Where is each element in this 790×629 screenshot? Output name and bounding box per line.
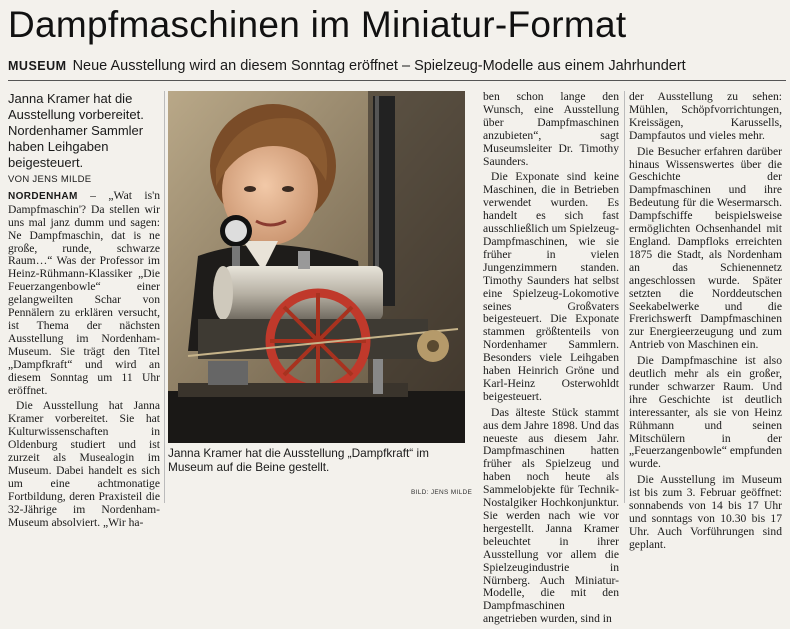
paragraph [8, 190, 160, 398]
article-column-3 [483, 91, 619, 629]
photo-caption: Janna Kramer hat die Ausstellung „Dampfkraft“ im Museum auf die Beine gestellt. [168, 446, 429, 474]
photo-illustration [168, 91, 465, 443]
column-divider [624, 91, 625, 503]
headline: Dampfmaschinen im Miniatur-Format [8, 4, 627, 45]
column-divider [164, 91, 165, 503]
paragraph: Die Dampfmaschine ist also deutlich mehr als ein großer, runder schwarzer Raum. Und ihre Geschichte ist deutlich interessanter, als sie von Heinz Rühmann und seinen Mitschülern in der „Feuerzangenbowle“ empfunden wurde. [629, 354, 782, 471]
paragraph: Das älteste Stück stammt aus dem Jahre 1898. Und das neueste aus diesem Jahr. Dampfmaschinen hatten früher als Spielzeug und haben noch heute als Sammelobjekte für Technik-Nostalgiker Hochkonjunktur. Sie werden nach wie vor hergestellt. Janna Kramer beleuchtet in ihrer Ausstellung vor allem die Spielzeugindustrie in Nürnberg. Auch Miniatur-Modelle, die mit den Dampfmaschinen angetrieben wurden, sind in [483, 405, 619, 626]
article-column-4 [629, 91, 782, 555]
paragraph: ben schon lange den Wunsch, eine Ausstellung über Dampfmaschinen anzubieten“, sagt Museumsleiter Dr. Timothy Saunders. [483, 90, 619, 168]
paragraph: Die Ausstellung im Museum ist bis zum 3. Februar geöffnet: sonnabends von 14 bis 17 Uhr und sonntags von 10.30 bis 17 Uhr. Auch Vorführungen sind geplant. [629, 473, 782, 551]
paragraph: Die Besucher erfahren darüber hinaus Wissenswertes über die Geschichte der Dampfmaschinen und ihre Bedeutung für die Wesermarsch. Dampfschiffe beispielsweise ermöglichten Ochsenhandel mit England. Dampfloks erreichten 1875 die Stadt, als Nordenham an das Schienennetz angeschlossen wurde. Später setzten die Norddeutschen Seekabelwerke und die Frerichswerft Dampfmaschinen zur Energieerzeugung und zum Antrieb von Maschinen ein. [629, 144, 782, 352]
byline: VON JENS MILDE [8, 174, 92, 185]
section-kicker: MUSEUM [8, 59, 67, 73]
paragraph: Die Exponate sind keine Maschinen, die in Betrieben verwendet wurden. Es handelt es sich fast ausschließlich um Spielzeug-Dampfmaschinen, wie sie früher in vielen Jungenzimmern standen. Timothy Saunders hat selbst eine Spielzeug-Lokomotive seines Großvaters beigesteuert. Die Exponate stammen größtenteils von Nordenhamer Sammlern. Besonders viele Leihgaben haben Heinrich Gröne und Karl-Heinz Osterwohldt beigesteuert. [483, 170, 619, 403]
subheadline: Neue Ausstellung wird an diesem Sonntag eröffnet – Spielzeug-Modelle aus einem Jahrhundert [72, 58, 686, 74]
article-column-1 [8, 91, 160, 532]
paragraph: Die Ausstellung hat Janna Kramer vorbereitet. Sie hat Kulturwissenschaften in Oldenburg studiert und ist zurzeit als Musealogin im Museum. Dabei handelt es sich um eine achtmonatige Fortbildung, deren Praxisteil die 32-Jährige im Nordenham-Museum absolviert. „Wir ha- [8, 399, 160, 529]
photo-credit: BILD: JENS MILDE [411, 489, 473, 496]
paragraph-text: – „Wat is'n Dampfmaschin'? Da stellen wir uns mal janz dumm und sagen: Ne Dampfmaschin, dat is ne große, runde, schwarze Raum…“ Was der Professor im Heinz-Rühmann-Klassiker „Die Feuerzangenbowle“ einer gelangweilten Schar von Pennälern zu erklären versucht, ist Thema der nächsten Ausstellung im Nordenham-Museum. Sie trägt den Titel „Dampfkraft“ und wird an diesem Sonntag um 11 Uhr eröffnet. [8, 188, 160, 397]
dateline: NORDENHAM [8, 190, 78, 202]
paragraph: der Ausstellung zu sehen: Mühlen, Schöpfvorrichtungen, Kreissägen, Karussells, Dampfautos und vieles mehr. [629, 90, 782, 142]
intro-text: Janna Kramer hat die Ausstellung vorbereitet. Nordenhamer Sammler haben Leihgaben beigesteuert. [8, 91, 144, 170]
subheadline-bar [8, 56, 786, 81]
article-photo [168, 91, 465, 443]
